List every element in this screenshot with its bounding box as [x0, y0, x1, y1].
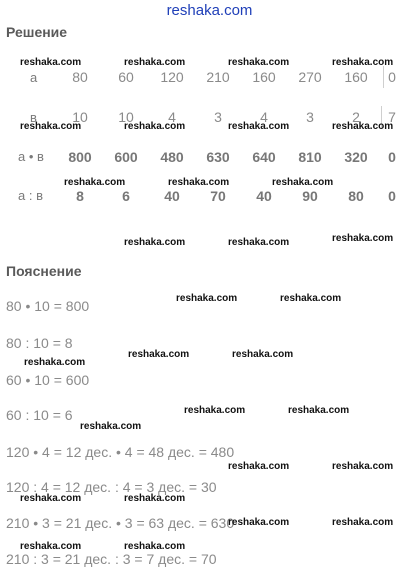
- watermark: reshaka.com: [184, 405, 246, 416]
- watermark: reshaka.com: [228, 517, 290, 528]
- row-label-product: а • в: [18, 149, 44, 164]
- watermark: reshaka.com: [80, 421, 142, 432]
- watermark: reshaka.com: [332, 57, 394, 68]
- cell-b-7: 2: [352, 109, 360, 125]
- watermark: reshaka.com: [124, 541, 186, 552]
- cell-product-1: 800: [68, 149, 92, 165]
- cell-quotient-1: 8: [76, 188, 84, 204]
- site-title[interactable]: reshaka.com: [166, 2, 253, 19]
- row-label-quotient: а : в: [18, 188, 43, 203]
- watermark: reshaka.com: [332, 121, 394, 132]
- watermark: reshaka.com: [20, 493, 82, 504]
- cell-a-1: 80: [72, 69, 88, 85]
- cell-b-6: 3: [306, 109, 314, 125]
- cell-b-4: 3: [214, 109, 222, 125]
- explanation-line: 80 : 10 = 8: [6, 335, 73, 351]
- cell-quotient-3: 40: [164, 188, 180, 204]
- cell-quotient-4: 70: [210, 188, 226, 204]
- explanation-heading: Пояснение: [6, 263, 82, 279]
- cell-a-8: 0: [388, 69, 396, 85]
- watermark: reshaka.com: [124, 237, 186, 248]
- watermark: reshaka.com: [64, 177, 126, 188]
- watermark: reshaka.com: [168, 177, 230, 188]
- cell-a-6: 270: [298, 69, 322, 85]
- watermark: reshaka.com: [228, 461, 290, 472]
- cell-a-2: 60: [118, 69, 134, 85]
- table-divider: [383, 66, 384, 88]
- cell-quotient-8: 0: [388, 188, 396, 204]
- watermark: reshaka.com: [128, 349, 190, 360]
- cell-b-8: 7: [388, 109, 396, 125]
- explanation-line: 120 : 4 = 12 дес. : 4 = 3 дес. = 30: [6, 479, 217, 495]
- row-label-a: а: [30, 70, 38, 85]
- watermark: reshaka.com: [124, 493, 186, 504]
- cell-a-5: 160: [252, 69, 276, 85]
- watermark: reshaka.com: [332, 461, 394, 472]
- cell-b-5: 4: [260, 109, 268, 125]
- cell-a-7: 160: [344, 69, 368, 85]
- cell-b-1: 10: [72, 109, 88, 125]
- cell-b-2: 10: [118, 109, 134, 125]
- cell-quotient-6: 90: [302, 188, 318, 204]
- cell-product-5: 640: [252, 149, 276, 165]
- watermark: reshaka.com: [332, 233, 394, 244]
- cell-product-7: 320: [344, 149, 368, 165]
- watermark: reshaka.com: [124, 57, 186, 68]
- watermark: reshaka.com: [228, 57, 290, 68]
- explanation-line: 80 • 10 = 800: [6, 298, 90, 314]
- solution-heading: Решение: [6, 24, 68, 40]
- watermark: reshaka.com: [332, 517, 394, 528]
- cell-quotient-7: 80: [348, 188, 364, 204]
- watermark: reshaka.com: [280, 293, 342, 304]
- cell-product-2: 600: [114, 149, 138, 165]
- watermark: reshaka.com: [20, 121, 82, 132]
- explanation-line: 120 • 4 = 12 дес. • 4 = 48 дес. = 480: [6, 444, 235, 460]
- watermark: reshaka.com: [20, 541, 82, 552]
- watermark: reshaka.com: [20, 57, 82, 68]
- cell-product-8: 0: [388, 149, 396, 165]
- explanation-line: 60 : 10 = 6: [6, 407, 73, 423]
- cell-product-3: 480: [160, 149, 184, 165]
- row-label-b: в: [30, 110, 37, 125]
- watermark: reshaka.com: [228, 121, 290, 132]
- watermark: reshaka.com: [228, 237, 290, 248]
- watermark: reshaka.com: [24, 357, 86, 368]
- explanation-line: 210 • 3 = 21 дес. • 3 = 63 дес. = 630: [6, 515, 235, 531]
- watermark: reshaka.com: [176, 293, 238, 304]
- cell-quotient-5: 40: [256, 188, 272, 204]
- cell-b-3: 4: [168, 109, 176, 125]
- watermark: reshaka.com: [272, 177, 334, 188]
- watermark: reshaka.com: [232, 349, 294, 360]
- cell-product-4: 630: [206, 149, 230, 165]
- explanation-line: 60 • 10 = 600: [6, 372, 90, 388]
- cell-a-3: 120: [160, 69, 184, 85]
- explanation-line: 210 : 3 = 21 дес. : 3 = 7 дес. = 70: [6, 551, 217, 567]
- cell-a-4: 210: [206, 69, 230, 85]
- watermark: reshaka.com: [124, 121, 186, 132]
- watermark: reshaka.com: [288, 405, 350, 416]
- cell-quotient-2: 6: [122, 188, 130, 204]
- cell-product-6: 810: [298, 149, 322, 165]
